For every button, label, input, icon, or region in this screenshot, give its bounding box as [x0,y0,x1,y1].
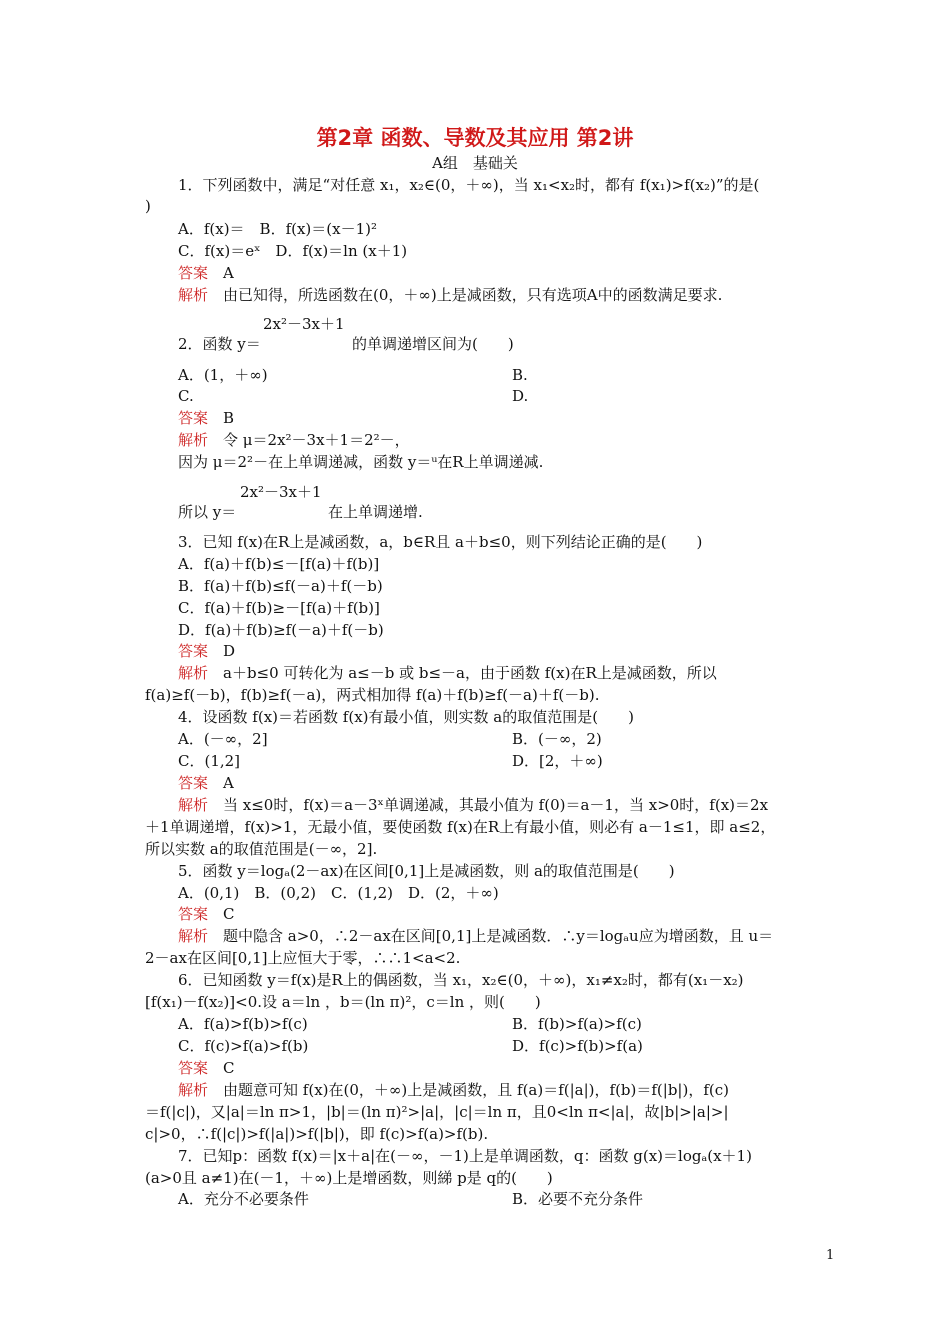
analysis-line [178,926,773,946]
answer-line [178,773,234,793]
answer-line [178,263,234,283]
text-line [145,685,599,705]
text-line [512,365,528,385]
analysis-line [178,795,768,815]
text-line [512,751,603,771]
line-text: C. [178,387,194,405]
text-line [178,175,759,195]
line-text: 2x²－3x＋1 [263,315,345,333]
line-text: B. [512,366,528,384]
analysis-line [178,430,410,450]
analysis-label: 解析 [178,431,209,449]
text-line [178,1146,752,1166]
analysis-label: 解析 [178,1081,209,1099]
text-line [178,334,261,354]
answer-label: 答案 [178,905,209,923]
analysis-line [178,285,722,305]
line-text: 2－ax在区间[0,1]上应恒大于零，∴∴1<a<2. [145,949,461,967]
line-text: 当 x≤0时，f(x)＝a－3ˣ单调递减，其最小值为 f(0)＝a－1，当 x>0时，f(x)＝2x [208,796,769,814]
line-text: 所以 y＝ [178,503,237,521]
line-text: 在上单调递增. [328,503,423,521]
line-text: D．[2，＋∞) [512,752,603,770]
line-text: [f(x₁)－f(x₂)]<0.设 a＝ln ，b＝(ln π)²，c＝ln ，则( ) [145,993,541,1011]
answer-line [178,1058,235,1078]
text-line [145,196,151,216]
line-text: A．f(a)＋f(b)≤－[f(a)＋f(b)] [178,555,380,573]
text-line [178,729,268,749]
text-line [178,502,236,522]
answer-line [178,408,234,428]
text-line [178,365,268,385]
line-text: 题中隐含 a>0，∴2－ax在区间[0,1]上是减函数．∴y＝logₐu应为增函数，且 u＝ [208,927,774,945]
text-line [512,1014,642,1034]
analysis-line [178,663,717,683]
line-text: ＋1单调递增，f(x)>1，无最小值，要使函数 f(x)在R上有最小值，则必有 a－1≤1，即 a≤2， [145,818,776,836]
line-text: A．f(a)>f(b)>f(c) [178,1015,308,1033]
text-line [178,219,377,239]
line-text: 7．已知p：函数 f(x)＝|x＋a|在(－∞，－1)上是单调函数，q：函数 g(x)＝logₐ(x＋1) [178,1147,752,1165]
line-text: c|>0，∴f(|c|)>f(|a|)>f(|b|)，即 f(c)>f(a)>f(b). [145,1125,489,1143]
line-text: 5．函数 y＝logₐ(2－ax)在区间[0,1]上是减函数，则 a的取值范围是( ) [178,862,675,880]
line-text: B [208,409,235,427]
line-text: C [208,1059,235,1077]
text-line [178,751,240,771]
text-line [512,386,528,406]
line-text: 所以实数 a的取值范围是(－∞，2]. [145,840,378,858]
line-text: A．f(x)＝ B．f(x)＝(x－1)² [178,220,378,238]
text-line [512,1036,643,1056]
page-number: 1 [826,1248,835,1263]
text-line [328,502,423,522]
line-text: A [208,774,234,792]
line-text: 2．函数 y＝ [178,335,261,353]
analysis-label: 解析 [178,796,209,814]
line-text: B．f(b)>f(a)>f(c) [512,1015,642,1033]
line-text: 因为 μ＝2²－在上单调递减，函数 y＝ᵘ在R上单调递减. [178,453,544,471]
text-line [512,1189,643,1209]
text-line [240,482,322,502]
line-text: C [208,905,235,923]
line-text: ) [145,197,151,215]
section-subtitle: A组 基础关 [432,154,518,172]
line-text: B．必要不充分条件 [512,1190,644,1208]
answer-label: 答案 [178,264,209,282]
text-line [178,883,499,903]
text-line [178,598,380,618]
line-text: A．(0,1) B．(0,2) C．(1,2) D．(2，＋∞) [178,884,499,902]
line-text: a＋b≤0 可转化为 a≤－b 或 b≤－a，由于函数 f(x)在R上是减函数，所以 [208,664,717,682]
line-text: C．f(c)>f(a)>f(b) [178,1037,309,1055]
line-text: A [208,264,234,282]
page-title: 第2章 函数、导数及其应用 第2讲 [316,126,634,150]
text-line [178,620,384,640]
line-text: A．(1，＋∞) [178,366,268,384]
line-text: D．f(a)＋f(b)≥f(－a)＋f(－b) [178,621,384,639]
answer-label: 答案 [178,1059,209,1077]
text-line [178,386,194,406]
text-line [178,452,543,472]
line-text: C．f(a)＋f(b)≥－[f(a)＋f(b)] [178,599,380,617]
line-text: ＝f(|c|)，又|a|＝ln π>1，|b|＝(ln π)²>|a|，|c|＝ln π，且0<ln π<|a|，故|b|>|a|>| [145,1103,729,1121]
line-text: A．(－∞，2] [178,730,268,748]
line-text: 3．已知 f(x)在R上是减函数，a，b∈R且 a＋b≤0，则下列结论正确的是( ) [178,533,703,551]
text-line [178,1036,308,1056]
line-text: 1．下列函数中，满足“对任意 x₁，x₂∈(0，＋∞)，当 x₁<x₂时，都有 f(x₁)>f(x₂)”的是( [178,176,760,194]
text-line [512,729,602,749]
text-line [352,334,514,354]
text-line [263,314,345,334]
text-line [178,532,702,552]
text-line [178,1189,309,1209]
text-line [145,1168,553,1188]
text-line [178,707,634,727]
line-text: C．(1,2] [178,752,241,770]
analysis-line [178,1080,729,1100]
line-text: B．f(a)＋f(b)≤f(－a)＋f(－b) [178,577,383,595]
line-text: D [208,642,236,660]
line-text: 2x²－3x＋1 [240,483,322,501]
line-text: 由题意可知 f(x)在(0，＋∞)上是减函数，且 f(a)＝f(|a|)，f(b)＝f(|b|)，f(c) [208,1081,729,1099]
line-text: D．f(c)>f(b)>f(a) [512,1037,643,1055]
analysis-label: 解析 [178,664,209,682]
answer-label: 答案 [178,409,209,427]
line-text: B．(－∞，2) [512,730,602,748]
line-text: D. [512,387,529,405]
text-line [178,861,675,881]
text-line [145,1102,729,1122]
analysis-label: 解析 [178,286,209,304]
answer-line [178,904,235,924]
text-line [145,1124,488,1144]
text-line [145,992,541,1012]
line-text: C．f(x)＝eˣ D．f(x)＝ln (x＋1) [178,242,408,260]
text-line [178,1014,308,1034]
text-line [178,576,383,596]
text-line [145,948,460,968]
text-line [178,554,379,574]
line-text: 4．设函数 f(x)＝若函数 f(x)有最小值，则实数 a的取值范围是( ) [178,708,634,726]
line-text: 6．已知函数 y＝f(x)是R上的偶函数，当 x₁，x₂∈(0，＋∞)，x₁≠x₂时，都有(x₁－x₂) [178,971,744,989]
answer-label: 答案 [178,642,209,660]
text-line [145,839,377,859]
text-line [178,970,744,990]
line-text: 的单调递增区间为( ) [352,335,514,353]
analysis-label: 解析 [178,927,209,945]
line-text: 令 μ＝2x²－3x＋1＝2²－， [208,431,410,449]
line-text: f(a)≥f(－b)，f(b)≥f(－a)，两式相加得 f(a)＋f(b)≥f(－a)＋f(－b). [145,686,600,704]
text-line [178,241,407,261]
line-text: A．充分不必要条件 [178,1190,309,1208]
answer-line [178,641,235,661]
text-line [145,817,775,837]
line-text: 由已知得，所选函数在(0，＋∞)上是减函数，只有选项A中的函数满足要求. [208,286,723,304]
answer-label: 答案 [178,774,209,792]
line-text: (a>0且 a≠1)在(－1，＋∞)上是增函数，则綈 p是 q的( ) [145,1169,553,1187]
